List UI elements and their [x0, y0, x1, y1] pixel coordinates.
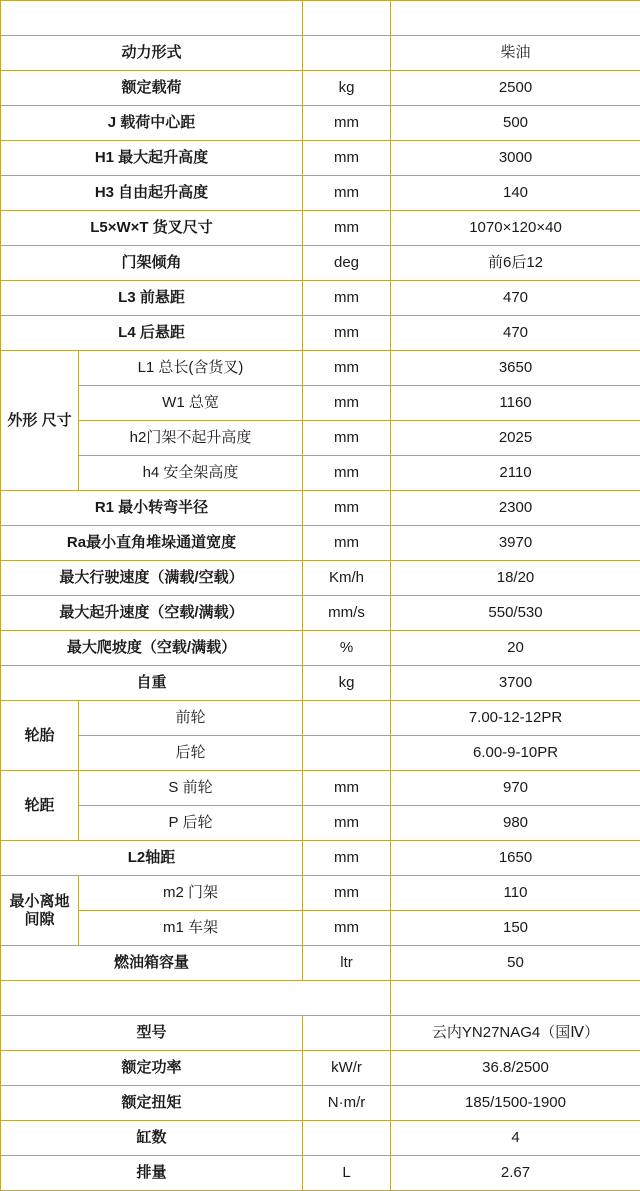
table-row — [1, 841, 640, 876]
row-label: 排量 — [1, 1156, 303, 1191]
table-row — [1, 456, 640, 491]
row-value: 1160 — [391, 386, 640, 421]
row-unit: mm — [303, 806, 391, 841]
table-row — [1, 386, 640, 421]
row-unit: mm — [303, 176, 391, 211]
row-label: 动力形式 — [1, 36, 303, 71]
row-unit: mm — [303, 141, 391, 176]
row-unit: mm — [303, 106, 391, 141]
row-label: Ra最小直角堆垛通道宽度 — [1, 526, 303, 561]
row-value: 36.8/2500 — [391, 1051, 640, 1086]
row-label: 额定功率 — [1, 1051, 303, 1086]
row-value: 470 — [391, 316, 640, 351]
row-label: 额定载荷 — [1, 71, 303, 106]
row-value: 185/1500-1900 — [391, 1086, 640, 1121]
row-unit: mm — [303, 911, 391, 946]
row-label: H1 最大起升高度 — [1, 141, 303, 176]
group-label-dimensions: 外形 尺寸 — [1, 351, 79, 491]
table-row — [1, 1156, 640, 1191]
row-label: H3 自由起升高度 — [1, 176, 303, 211]
row-unit: % — [303, 631, 391, 666]
row-unit — [303, 1016, 391, 1051]
header-model-value: CPC(D)25-FR15 — [391, 1, 640, 36]
table-row — [1, 666, 640, 701]
row-unit: kW/r — [303, 1051, 391, 1086]
row-value: 前6后12 — [391, 246, 640, 281]
row-value: 3700 — [391, 666, 640, 701]
row-value: 6.00-9-10PR — [391, 736, 640, 771]
row-value: 云内YN27NAG4（国Ⅳ） — [391, 1016, 640, 1051]
table-row — [1, 106, 640, 141]
row-value: 500 — [391, 106, 640, 141]
row-label: h4 安全架高度 — [79, 456, 303, 491]
table-row — [1, 36, 640, 71]
engine-header-row — [1, 981, 640, 1016]
row-label: L1 总长(含货叉) — [79, 351, 303, 386]
row-unit: N·m/r — [303, 1086, 391, 1121]
row-label: 自重 — [1, 666, 303, 701]
engine-section-title: 发动机参数 — [1, 981, 391, 1016]
group-label-clearance-line1: 最小离地 — [1, 893, 78, 910]
row-value: 980 — [391, 806, 640, 841]
row-value: 2500 — [391, 71, 640, 106]
row-label: L2轴距 — [1, 841, 303, 876]
row-unit: deg — [303, 246, 391, 281]
table-row — [1, 1121, 640, 1156]
row-value: 550/530 — [391, 596, 640, 631]
row-value: 110 — [391, 876, 640, 911]
row-unit — [303, 736, 391, 771]
table-row — [1, 1016, 640, 1051]
table-row — [1, 946, 640, 981]
engine-option-title: 发动机可选配 — [391, 981, 640, 1016]
row-unit: mm — [303, 456, 391, 491]
header-unit-label: 单位 — [303, 1, 391, 36]
row-unit — [303, 1121, 391, 1156]
row-label: 缸数 — [1, 1121, 303, 1156]
row-value: 140 — [391, 176, 640, 211]
table-row — [1, 771, 640, 806]
row-unit: kg — [303, 71, 391, 106]
row-unit: L — [303, 1156, 391, 1191]
row-label: P 后轮 — [79, 806, 303, 841]
row-value: 150 — [391, 911, 640, 946]
row-value: 50 — [391, 946, 640, 981]
row-label: 门架倾角 — [1, 246, 303, 281]
row-label: J 载荷中心距 — [1, 106, 303, 141]
row-label: L4 后悬距 — [1, 316, 303, 351]
table-row — [1, 421, 640, 456]
table-row — [1, 561, 640, 596]
group-label-clearance — [1, 876, 79, 946]
table-row — [1, 246, 640, 281]
row-label: m2 门架 — [79, 876, 303, 911]
table-row — [1, 491, 640, 526]
row-value: 3650 — [391, 351, 640, 386]
table-row — [1, 736, 640, 771]
row-value: 18/20 — [391, 561, 640, 596]
row-label: 最大行驶速度（满载/空载） — [1, 561, 303, 596]
row-value: 1070×120×40 — [391, 211, 640, 246]
row-label: m1 车架 — [79, 911, 303, 946]
table-row — [1, 176, 640, 211]
row-label: R1 最小转弯半径 — [1, 491, 303, 526]
table-row — [1, 596, 640, 631]
row-value: 7.00-12-12PR — [391, 701, 640, 736]
table-row — [1, 876, 640, 911]
table-row — [1, 351, 640, 386]
row-unit: mm — [303, 211, 391, 246]
table-row — [1, 631, 640, 666]
row-label: L5×W×T 货叉尺寸 — [1, 211, 303, 246]
row-unit: mm — [303, 281, 391, 316]
table-header-row — [1, 1, 640, 36]
group-label-clearance-line2: 间隙 — [1, 911, 78, 928]
row-unit: mm/s — [303, 596, 391, 631]
row-unit — [303, 701, 391, 736]
row-label: 前轮 — [79, 701, 303, 736]
row-unit: mm — [303, 526, 391, 561]
row-value: 20 — [391, 631, 640, 666]
row-unit: mm — [303, 421, 391, 456]
row-unit: ltr — [303, 946, 391, 981]
group-label-track: 轮距 — [1, 771, 79, 841]
row-unit: kg — [303, 666, 391, 701]
row-label: 额定扭矩 — [1, 1086, 303, 1121]
table-row — [1, 71, 640, 106]
table-row — [1, 281, 640, 316]
row-value: 2300 — [391, 491, 640, 526]
table-row — [1, 1051, 640, 1086]
row-label: S 前轮 — [79, 771, 303, 806]
row-unit: mm — [303, 386, 391, 421]
row-value: 3970 — [391, 526, 640, 561]
row-label: W1 总宽 — [79, 386, 303, 421]
row-unit — [303, 36, 391, 71]
table-row — [1, 141, 640, 176]
row-value: 2.67 — [391, 1156, 640, 1191]
row-unit: mm — [303, 876, 391, 911]
table-row — [1, 701, 640, 736]
row-unit: mm — [303, 491, 391, 526]
row-unit: mm — [303, 841, 391, 876]
header-model-label: 型号 — [1, 1, 303, 36]
row-unit: mm — [303, 771, 391, 806]
row-value: 1650 — [391, 841, 640, 876]
row-label: 最大起升速度（空载/满载） — [1, 596, 303, 631]
row-value: 柴油 — [391, 36, 640, 71]
row-value: 2110 — [391, 456, 640, 491]
row-unit: mm — [303, 351, 391, 386]
row-unit: mm — [303, 316, 391, 351]
row-unit: Km/h — [303, 561, 391, 596]
row-value: 3000 — [391, 141, 640, 176]
group-label-tires: 轮胎 — [1, 701, 79, 771]
table-row — [1, 211, 640, 246]
table-row — [1, 911, 640, 946]
table-row — [1, 316, 640, 351]
row-label: L3 前悬距 — [1, 281, 303, 316]
row-value: 970 — [391, 771, 640, 806]
row-value: 4 — [391, 1121, 640, 1156]
row-label: 后轮 — [79, 736, 303, 771]
row-label: 型号 — [1, 1016, 303, 1051]
row-value: 470 — [391, 281, 640, 316]
row-label: h2门架不起升高度 — [79, 421, 303, 456]
row-value: 2025 — [391, 421, 640, 456]
table-row — [1, 526, 640, 561]
row-label: 最大爬坡度（空载/满载） — [1, 631, 303, 666]
row-label: 燃油箱容量 — [1, 946, 303, 981]
table-row — [1, 806, 640, 841]
table-row — [1, 1086, 640, 1121]
